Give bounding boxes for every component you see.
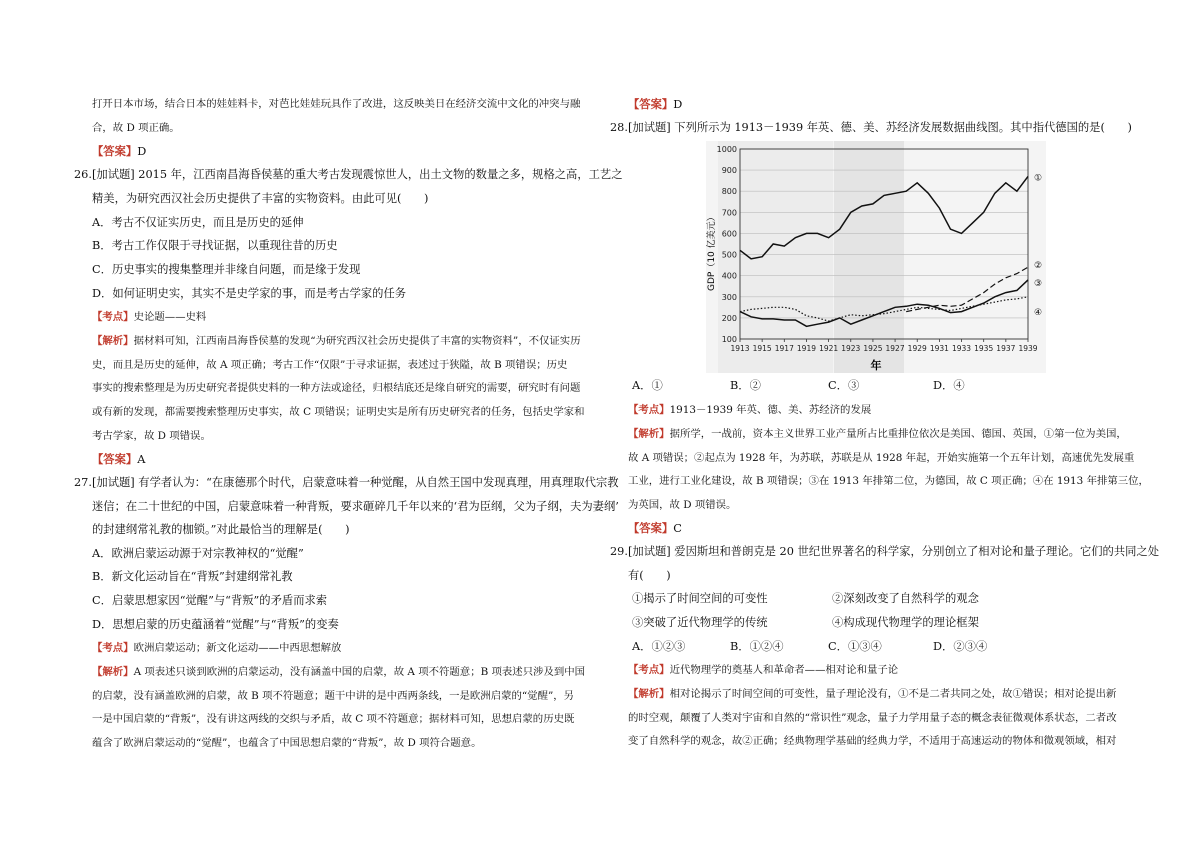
q26-number: 26. (74, 168, 92, 181)
q29-analysis-1 (628, 687, 1116, 701)
answer-tag: 【答案】 (628, 521, 674, 535)
answer-tag: 【答案】 (92, 452, 138, 466)
x-tick-label: 1931 (929, 344, 949, 353)
analysis-tag: 【解析】 (92, 335, 134, 347)
y-tick-label: 900 (721, 166, 737, 176)
q29-option-b: B．①②④ (730, 640, 784, 653)
q26-option-a: A．考古不仅证实历史，而且是历史的延伸 (92, 216, 304, 229)
x-tick-label: 1937 (996, 344, 1016, 353)
q29-analysis-2: 的时空观，颠覆了人类对宇宙和自然的“常识性”观念，量子力学用量子态的概念表征微观体系状态，二者改 (628, 712, 1117, 724)
q27-stem-3: 的封建纲常礼教的枷锁。”对此最恰当的理解是( ) (92, 523, 350, 536)
q29-option-a: A．①②③ (632, 640, 686, 653)
y-tick-label: 400 (721, 271, 737, 281)
q28-option-d: D．④ (933, 379, 965, 392)
intro-line-1: 打开日本市场，结合日本的娃娃料卡，对芭比娃娃玩具作了改进，这反映美日在经济交流中文化的冲突与融 (92, 98, 581, 110)
q26-option-d: D．如何证明史实，其实不是史学家的事，而是考古学家的任务 (92, 287, 407, 300)
y-tick-label: 100 (721, 335, 737, 344)
q28-analysis-4: 为英国，故 D 项错误。 (628, 499, 737, 511)
answer-value: D (137, 145, 147, 158)
answer-tag: 【答案】 (628, 97, 674, 111)
q26-analysis-1 (92, 334, 581, 348)
q27-point (92, 641, 341, 655)
q27-analysis-2: 的启蒙，没有涵盖欧洲的启蒙，故 B 项不符题意；题干中讲的是中西两条线，一是欧洲启蒙的“觉醒”，另 (92, 690, 575, 702)
x-tick-label: 1913 (730, 344, 750, 353)
q27-analysis-4: 蕴含了欧洲启蒙运动的“觉醒”，也蕴含了中国思想启蒙的“背叛”，故 D 项符合题意。 (92, 737, 482, 749)
q28-analysis-2: 故 A 项错误；②起点为 1928 年，为苏联，苏联是从 1928 年起，开始实施第一个五年计划，高速优先发展重 (628, 452, 1135, 464)
series-label-4: ④ (1034, 307, 1043, 318)
q29-option-d: D．②③④ (933, 640, 988, 653)
q28-analysis-1 (628, 427, 1127, 441)
point-text: 欧洲启蒙运动；新文化运动——中西思想解放 (133, 642, 342, 654)
analysis-text: 据所学，一战前，资本主义世界工业产量所占比重排位依次是美国、德国、英国，①第一位为美国， (669, 428, 1127, 440)
y-tick-label: 600 (721, 229, 737, 239)
q26-analysis-2: 史，而且是历史的延伸，故 A 项正确；考古工作“仅限”于寻求证据，表述过于狭隘，故 B 项错误；历史 (92, 359, 568, 371)
x-tick-label: 1939 (1018, 344, 1038, 353)
q27-stem-1: [加试题] 有学者认为：“在康德那个时代，启蒙意味着一种觉醒，从自然王国中发现真理，用真理取代宗教 (92, 476, 619, 489)
series-label-2: ② (1034, 261, 1043, 272)
q28-number: 28. (610, 121, 628, 134)
series-label-1: ① (1034, 173, 1043, 184)
q29-stem-2: 有( ) (628, 569, 671, 582)
analysis-text: 相对论揭示了时间空间的可变性，量子理论没有，①不是二者共同之处，故①错误；相对论提出新 (669, 688, 1117, 700)
q27-stem-2: 迷信；在二十世纪的中国，启蒙意味着一种背叛，要求砸碎几千年以来的‘君为臣纲，父为子纲，夫为妻纲’ (92, 500, 619, 513)
analysis-tag: 【解析】 (628, 688, 670, 700)
x-tick-label: 1929 (907, 344, 927, 353)
q29-option-c: C．①③④ (828, 640, 882, 653)
q28-option-a: A．① (632, 379, 663, 392)
q26-point (92, 310, 206, 324)
q28-analysis-3: 工业，进行工业化建设，故 B 项错误；③在 1913 年排第二位，为德国，故 C 项正确；④在 1913 年排第三位， (628, 475, 1149, 487)
y-tick-label: 300 (721, 292, 737, 302)
point-tag: 【考点】 (628, 404, 670, 416)
intro-line-2: 合，故 D 项正确。 (92, 122, 180, 134)
y-tick-label: 500 (721, 250, 737, 260)
analysis-tag: 【解析】 (628, 428, 670, 440)
answer-tag: 【答案】 (92, 144, 138, 158)
q28-stem: [加试题] 下列所示为 1913－1939 年英、德、美、苏经济发展数据曲线图。其中指代德国的是( ) (628, 121, 1132, 134)
y-axis-label: GDP（10 亿美元） (707, 212, 717, 291)
q26-answer (92, 452, 145, 467)
x-tick-label: 1915 (752, 344, 772, 353)
x-tick-label: 1927 (885, 344, 905, 353)
point-text: 1913－1939 年英、德、美、苏经济的发展 (669, 404, 872, 416)
q28-answer (628, 521, 682, 536)
x-tick-label: 1923 (841, 344, 861, 353)
q26-analysis-3: 事实的搜索整理是为历史研究者提供史料的一种方法或途径，归根结底还是缘自研究的需要，研究时有问题 (92, 382, 581, 394)
q26-option-c: C．历史事实的搜集整理并非缘自问题，而是缘于发现 (92, 263, 361, 276)
y-tick-label: 200 (721, 313, 737, 323)
x-tick-label: 1917 (774, 344, 794, 353)
q29-point (628, 663, 898, 677)
q27-option-a: A．欧洲启蒙运动源于对宗教神权的“觉醒” (92, 547, 304, 560)
answer-value: A (137, 453, 146, 466)
q29-statement-1: ①揭示了时间空间的可变性 (632, 592, 768, 605)
q26-stem-2: 精美，为研究西汉社会历史提供了丰富的实物资料。由此可见( ) (92, 192, 429, 205)
q29-statement-2: ②深刻改变了自然科学的观念 (832, 592, 979, 605)
q28-point (628, 403, 871, 417)
q26-option-b: B．考古工作仅限于寻找证据，以重现往昔的历史 (92, 239, 338, 252)
x-tick-label: 1925 (863, 344, 883, 353)
x-tick-label: 1933 (951, 344, 972, 353)
answer-27 (628, 97, 682, 112)
q29-statement-3: ③突破了近代物理学的传统 (632, 616, 768, 629)
q29-number: 29. (610, 545, 628, 558)
gdp-line-chart (706, 141, 1046, 373)
q27-analysis-3: 一是中国启蒙的“背叛”，没有讲这两线的交织与矛盾，故 C 项不符题意；据材料可知，思想启蒙的历史既 (92, 713, 575, 725)
chart-shading-mid (834, 141, 904, 373)
point-tag: 【考点】 (92, 642, 134, 654)
q26-analysis-5: 考古学家，故 D 项错误。 (92, 430, 211, 442)
analysis-text: A 项表述只谈到欧洲的启蒙运动，没有涵盖中国的启蒙，故 A 项不符题意；B 项表述只涉及到中国 (133, 666, 586, 678)
q29-analysis-3: 变了自然科学的观念，故②正确；经典物理学基础的经典力学，不适用于高速运动的物体和微观领域，相对 (628, 735, 1117, 747)
answer-value: D (673, 98, 683, 111)
x-tick-label: 1921 (819, 344, 839, 353)
q27-analysis-1 (92, 665, 585, 679)
y-tick-label: 1000 (716, 145, 737, 154)
analysis-tag: 【解析】 (92, 666, 134, 678)
q29-stem-1: [加试题] 爱因斯坦和普朗克是 20 世纪世界著名的科学家，分别创立了相对论和量子理论。它们的共同之处 (628, 545, 1160, 558)
q26-stem-1: [加试题] 2015 年，江西南昌海昏侯墓的重大考古发现震惊世人，出土文物的数量之多，规格之高，工艺之 (92, 168, 623, 181)
q28-option-c: C．③ (828, 379, 860, 392)
x-tick-label: 1935 (974, 344, 994, 353)
answer-25 (92, 144, 146, 159)
x-axis-label: 年 (870, 359, 882, 372)
series-label-3: ③ (1034, 278, 1043, 289)
q27-number: 27. (74, 476, 92, 489)
q26-analysis-4: 或有新的发现，都需要搜索整理历史事实，故 C 项错误；证明史实是所有历史研究者的任务，包括史学家和 (92, 406, 585, 418)
point-tag: 【考点】 (628, 664, 670, 676)
point-tag: 【考点】 (92, 311, 134, 323)
q29-statement-4: ④构成现代物理学的理论框架 (832, 616, 979, 629)
answer-value: C (673, 522, 682, 535)
point-text: 近代物理学的奠基人和革命者——相对论和量子论 (669, 664, 899, 676)
analysis-text: 据材料可知，江西南昌海昏侯墓的发现“为研究西汉社会历史提供了丰富的实物资料”，不仅证实历 (133, 335, 581, 347)
q28-option-b: B．② (730, 379, 761, 392)
point-text: 史论题——史料 (133, 311, 207, 323)
q27-option-c: C．启蒙思想家因“觉醒”与“背叛”的矛盾而求索 (92, 594, 328, 607)
y-tick-label: 800 (721, 187, 737, 197)
x-tick-label: 1919 (796, 344, 817, 353)
y-tick-label: 700 (721, 208, 737, 218)
q27-option-d: D．思想启蒙的历史蕴涵着“觉醒”与“背叛”的变奏 (92, 618, 339, 631)
q27-option-b: B．新文化运动旨在“背叛”封建纲常礼教 (92, 570, 293, 583)
